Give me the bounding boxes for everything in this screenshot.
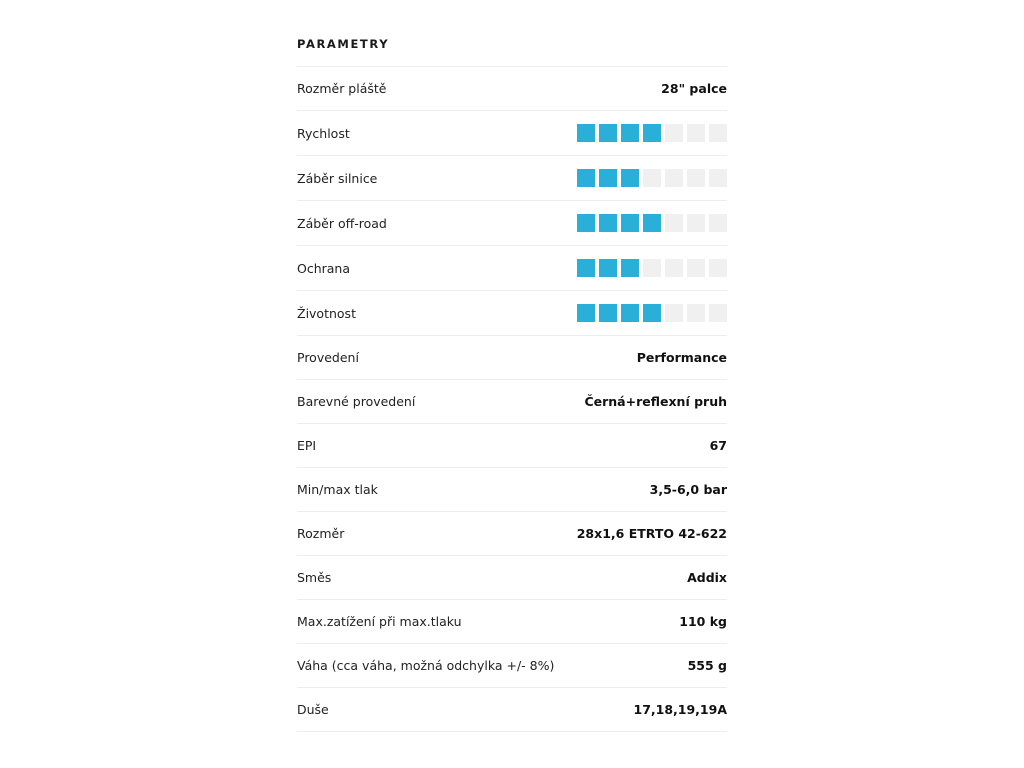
rating-box-empty: [687, 259, 705, 277]
parameter-row: [297, 336, 727, 380]
rating-box-empty: [709, 214, 727, 232]
parameter-row: [297, 688, 727, 732]
rating-box-empty: [687, 214, 705, 232]
parameter-label: Váha (cca váha, možná odchylka +/- 8%): [297, 658, 555, 673]
rating-box-empty: [687, 124, 705, 142]
parameter-value: 67: [709, 438, 727, 453]
rating-box-filled: [599, 169, 617, 187]
rating-box-empty: [665, 169, 683, 187]
rating-box-filled: [577, 169, 595, 187]
parameter-row: [297, 201, 727, 246]
rating-bar: [577, 169, 727, 187]
rating-box-empty: [709, 304, 727, 322]
parameter-row: [297, 246, 727, 291]
rating-box-empty: [709, 124, 727, 142]
parameter-row: [297, 644, 727, 688]
parameters-rows: [297, 67, 727, 732]
parameter-row: [297, 156, 727, 201]
rating-box-filled: [643, 124, 661, 142]
rating-box-filled: [621, 214, 639, 232]
parameter-label: Rozměr pláště: [297, 81, 387, 96]
rating-box-filled: [621, 169, 639, 187]
parameters-heading: PARAMETRY: [297, 30, 727, 67]
parameters-table: [297, 30, 727, 732]
rating-box-filled: [643, 214, 661, 232]
rating-box-filled: [599, 214, 617, 232]
rating-bar: [577, 214, 727, 232]
parameter-row: [297, 468, 727, 512]
parameter-value: 17,18,19,19A: [633, 702, 727, 717]
rating-box-filled: [621, 259, 639, 277]
rating-bar: [577, 124, 727, 142]
parameter-row: [297, 512, 727, 556]
rating-box-empty: [709, 259, 727, 277]
rating-box-empty: [665, 259, 683, 277]
rating-bar: [577, 304, 727, 322]
rating-box-empty: [643, 259, 661, 277]
rating-box-filled: [577, 214, 595, 232]
parameter-row: [297, 424, 727, 468]
parameter-row: [297, 600, 727, 644]
rating-box-filled: [599, 304, 617, 322]
rating-box-filled: [643, 304, 661, 322]
parameter-label: Min/max tlak: [297, 482, 378, 497]
parameter-row: [297, 67, 727, 111]
parameter-label: Záběr silnice: [297, 170, 378, 186]
parameter-value: 28" palce: [661, 81, 727, 96]
rating-box-filled: [577, 124, 595, 142]
parameter-row: [297, 291, 727, 336]
rating-box-filled: [621, 304, 639, 322]
parameter-value: 110 kg: [679, 614, 727, 629]
rating-box-filled: [577, 304, 595, 322]
parameter-label: Barevné provedení: [297, 394, 416, 409]
parameter-label: Životnost: [297, 305, 356, 321]
parameter-label: Provedení: [297, 350, 359, 365]
rating-box-filled: [621, 124, 639, 142]
parameter-label: Rozměr: [297, 526, 345, 541]
rating-box-empty: [709, 169, 727, 187]
rating-box-empty: [687, 169, 705, 187]
parameter-row: [297, 380, 727, 424]
parameter-value: 3,5-6,0 bar: [649, 482, 727, 497]
rating-box-filled: [599, 259, 617, 277]
rating-box-empty: [665, 214, 683, 232]
parameter-label: EPI: [297, 438, 317, 453]
rating-box-empty: [687, 304, 705, 322]
rating-box-empty: [643, 169, 661, 187]
parameter-label: Směs: [297, 570, 332, 585]
parameter-label: Duše: [297, 702, 329, 717]
parameter-label: Ochrana: [297, 260, 351, 276]
parameter-row: [297, 111, 727, 156]
parameter-value: Černá+reflexní pruh: [584, 394, 727, 409]
parameter-value: Performance: [636, 350, 727, 365]
rating-box-filled: [599, 124, 617, 142]
parameter-value: 28x1,6 ETRTO 42-622: [576, 526, 727, 541]
parameter-label: Záběr off-road: [297, 215, 387, 231]
parameter-label: Max.zatížení při max.tlaku: [297, 614, 462, 629]
parameter-value: 555 g: [687, 658, 727, 673]
parameter-label: Rychlost: [297, 125, 350, 141]
rating-box-empty: [665, 304, 683, 322]
parameter-value: Addix: [687, 570, 727, 585]
rating-box-empty: [665, 124, 683, 142]
parameter-row: [297, 556, 727, 600]
rating-box-filled: [577, 259, 595, 277]
rating-bar: [577, 259, 727, 277]
